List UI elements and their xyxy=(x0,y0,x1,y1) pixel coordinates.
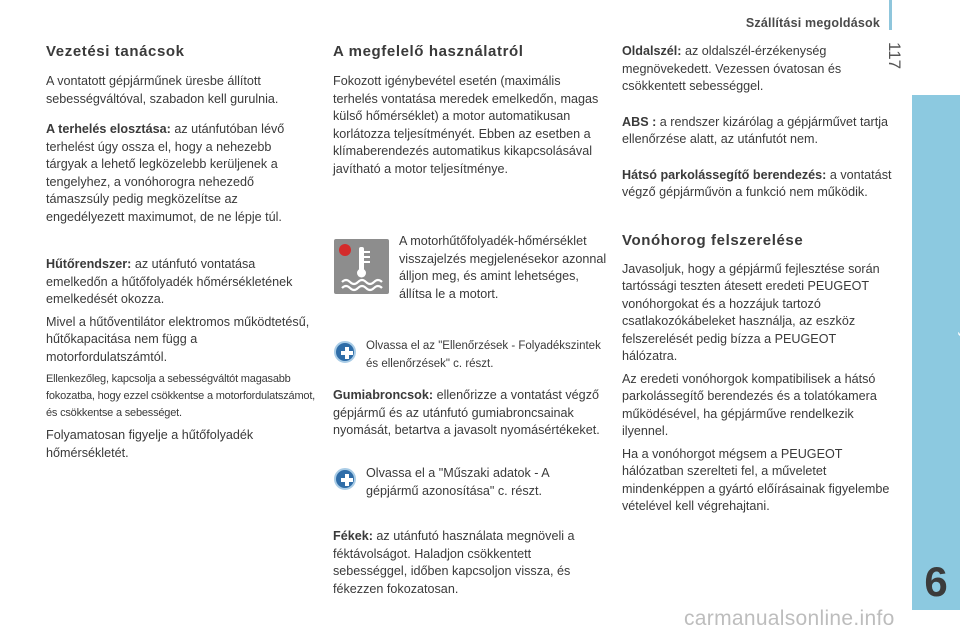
coolant-temperature-warning-icon xyxy=(334,239,389,294)
proper-use-intro: Fokozott igénybevétel esetén (maximális terhelés vontatása meredek emelkedőn, magas külső hőmérséklet) a motor automatikusan korlátozza teljesítményét. Ebben az esetben a klímaberendezés automatikus kikapcsolásával javítható a motor teljesítménye. xyxy=(333,74,599,176)
parking-sensor-label: Hátsó parkolássegítő berendezés: xyxy=(622,167,827,182)
brakes-paragraph xyxy=(333,528,603,598)
tyres-text: ellenőrizze a vontatást végző gépjármű és az utánfutó gumiabroncsainak nyomását, betartva a javasolt nyomásértékeket. xyxy=(333,388,600,437)
parking-sensor-text: a vontatást végző gépjárművön a funkció nem működik. xyxy=(622,167,892,199)
watermark: carmanualsonline.info xyxy=(684,607,895,630)
tyres-label: Gumiabroncsok: xyxy=(333,388,434,402)
towbar-paragraph-1: Javasoljuk, hogy a gépjármű fejlesztése során tartóssági teszten átesett eredeti PEUGEOT vonóhorgokat és a hozzájuk tartozó csatlakozókábeleket használja, az eszköz felszerelését pedig bízza a PEUGEOT hálózatra. xyxy=(622,261,880,363)
intro-paragraph: A vontatott gépjárműnek üresbe állított sebességváltóval, szabadon kell gurulnia. xyxy=(46,74,279,106)
side-wind-text: az oldalszél-érzékenység megnövekedett. Vezessen óvatosan és csökkentett sebességgel. xyxy=(622,44,842,93)
page-number: 117 xyxy=(885,42,904,70)
towbar-column xyxy=(622,43,892,516)
driving-tips-heading: Vezetési tanácsok xyxy=(46,43,185,60)
brakes-text: az utánfutó használata megnöveli a féktávolságot. Haladjon csökkentett sebességgel, időben kapcsoljon vissza, és fékezzen fokozatosan. xyxy=(333,529,575,596)
chapter-number: 6 xyxy=(924,558,948,605)
reference-plus-icon xyxy=(334,468,356,490)
side-wind-label: Oldalszél: xyxy=(622,44,682,58)
reference-checks: Olvassa el az "Ellenőrzések - Folyadékszintek és ellenőrzések" c. részt. xyxy=(366,340,601,370)
gear-note: Ellenkezőleg, kapcsolja a sebességváltót magasabb fokozatba, hogy ezzel csökkentse a motorfordulatszámot, és csökkentse a sebességet. xyxy=(46,373,316,419)
abs-label: ABS : xyxy=(622,114,657,129)
abs-paragraph xyxy=(622,114,892,149)
proper-use-heading: A megfelelő használatról xyxy=(333,43,524,60)
side-wind-paragraph xyxy=(622,43,892,96)
fan-paragraph: Mivel a hűtőventilátor elektromos működtetésű, hűtőkapacitása nem függ a motorfordulatszámtól. xyxy=(46,314,310,364)
abs-text: a rendszer kizárólag a gépjárművet tartja ellenőrzése alatt, az utánfutót nem. xyxy=(622,114,888,146)
coolant-temperature-icon xyxy=(334,239,389,294)
reference-plus-icon xyxy=(334,341,356,363)
load-distribution-label: A terhelés elosztása: xyxy=(46,122,171,136)
monitor-paragraph: Folyamatosan figyelje a hűtőfolyadék hőmérsékletét. xyxy=(46,428,254,460)
driving-tips-column xyxy=(46,43,316,462)
towbar-heading: Vonóhorog felszerelése xyxy=(622,231,804,249)
parking-sensor-paragraph xyxy=(622,167,892,202)
towbar-paragraph-2: Az eredeti vonóhorgok kompatibilisek a hátsó parkolássegítő berendezés és a tolatókamera működésével, ha gépjárműve rendelkezik ilyennel. xyxy=(622,371,877,438)
proper-use-column xyxy=(333,43,603,178)
cooling-paragraph xyxy=(46,256,316,309)
tyres-paragraph xyxy=(333,387,603,440)
chapter-sidebar xyxy=(912,95,960,560)
reference-technical-data: Olvassa el a "Műszaki adatok - A gépjármű azonosítása" c. részt. xyxy=(366,466,549,498)
towbar-paragraph-3: Ha a vonóhorgot mégsem a PEUGEOT hálózatban szerelteti fel, a műveletet mindenképpen a gyártó előírásainak figyelembe vételével kell végrehajtani. xyxy=(622,446,890,513)
chapter-label: TARTOZÉKOK xyxy=(958,283,977,420)
load-distribution-paragraph xyxy=(46,121,316,226)
load-distribution-text: az utánfutóban lévő terhelést úgy ossza el, hogy a nehezebb tárgyak a lehető legközelebb kerüljenek a tengelyhez, a vonóhorogra nehezedő támaszsúly pedig megközelítse az engedélyezett maximumot, de ne lépje túl. xyxy=(46,122,285,224)
brakes-label: Fékek: xyxy=(333,529,373,543)
header-divider xyxy=(889,0,892,30)
cooling-label: Hűtőrendszer: xyxy=(46,257,132,271)
coolant-warning-text: A motorhűtőfolyadék-hőmérséklet visszajelzés megjelenésekor azonnal álljon meg, és amint lehetséges, állítsa le a motort. xyxy=(399,234,607,301)
section-title: Szállítási megoldások xyxy=(745,16,880,30)
cooling-text: az utánfutó vontatása emelkedőn a hűtőfolyadék hőmérsékletének emelkedését okozza. xyxy=(46,257,293,306)
